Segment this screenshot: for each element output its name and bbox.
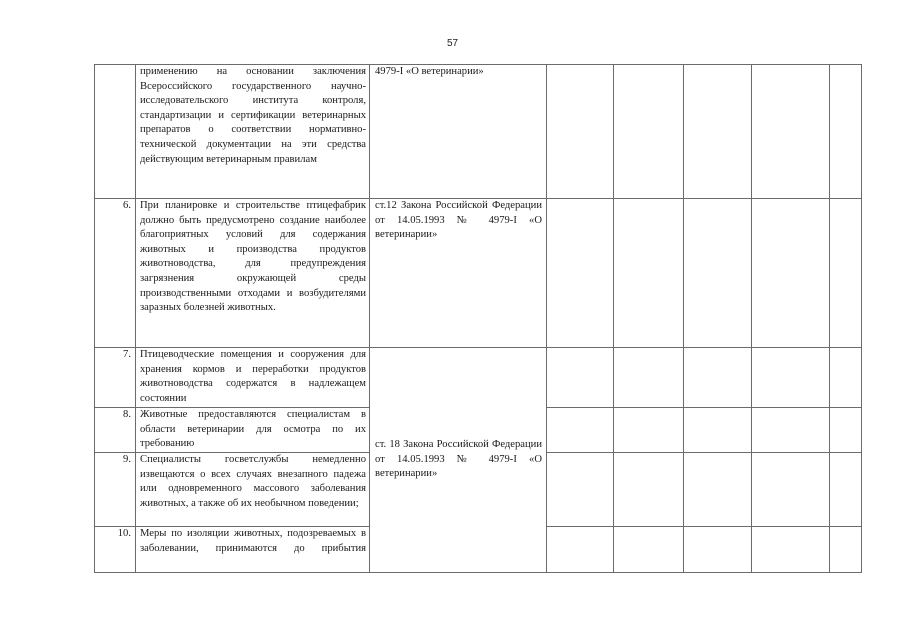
empty-cell: [547, 348, 614, 408]
empty-cell: [752, 408, 830, 453]
empty-cell: [684, 348, 752, 408]
requirement-text: применению на основании заключения Всероссийского государственного научно-исследовательского института контроля, стандартизации и сертификации ветеринарных препаратов о соответствии нормативно-технической документации на эти средства действующим ветеринарным правилам: [136, 65, 370, 199]
page-number: 57: [446, 38, 459, 49]
empty-cell: [614, 408, 684, 453]
empty-cell: [752, 527, 830, 573]
checklist-table: [94, 64, 862, 573]
empty-cell: [830, 527, 862, 573]
empty-cell: [684, 527, 752, 573]
requirement-text: Меры по изоляции животных, подозреваемых в заболевании, принимаются до прибытия: [136, 527, 370, 573]
row-number: [95, 65, 136, 199]
empty-cell: [684, 408, 752, 453]
requirement-text: Животные предоставляются специалистам в области ветеринарии для осмотра по их требованию: [136, 408, 370, 453]
row-number: 8.: [95, 408, 136, 453]
table-row: [95, 199, 862, 348]
empty-cell: [830, 65, 862, 199]
empty-cell: [830, 408, 862, 453]
empty-cell: [547, 453, 614, 527]
legal-reference: 4979-I «О ветеринарии»: [370, 65, 547, 199]
legal-reference: ст.12 Закона Российской Федерации от 14.05.1993 № 4979-I «О ветеринарии»: [370, 199, 547, 348]
empty-cell: [614, 199, 684, 348]
empty-cell: [752, 348, 830, 408]
empty-cell: [684, 199, 752, 348]
empty-cell: [614, 527, 684, 573]
requirement-text: Специалисты госветслужбы немедленно извещаются о всех случаях внезапного падежа или одновременного массового заболевания животных, а также об их необычном поведении;: [136, 453, 370, 527]
empty-cell: [752, 199, 830, 348]
empty-cell: [614, 65, 684, 199]
table-row: [95, 348, 862, 408]
legal-reference-merged: ст. 18 Закона Российской Федерации от 14.05.1993 № 4979-I «О ветеринарии»: [370, 348, 547, 573]
empty-cell: [830, 348, 862, 408]
empty-cell: [684, 453, 752, 527]
empty-cell: [547, 408, 614, 453]
row-number: 10.: [95, 527, 136, 573]
empty-cell: [614, 453, 684, 527]
row-number: 7.: [95, 348, 136, 408]
empty-cell: [547, 199, 614, 348]
requirement-text: При планировке и строительстве птицефабрик должно быть предусмотрено создание наиболее благоприятных условий для содержания животных и производства продуктов животноводства, для предупреждения загрязнения окружающей среды производственными отходами и возбудителями заразных болезней животных.: [136, 199, 370, 348]
empty-cell: [830, 453, 862, 527]
empty-cell: [547, 527, 614, 573]
empty-cell: [547, 65, 614, 199]
row-number: 6.: [95, 199, 136, 348]
empty-cell: [614, 348, 684, 408]
empty-cell: [752, 453, 830, 527]
empty-cell: [830, 199, 862, 348]
empty-cell: [684, 65, 752, 199]
table-row: [95, 65, 862, 199]
row-number: 9.: [95, 453, 136, 527]
empty-cell: [752, 65, 830, 199]
requirement-text: Птицеводческие помещения и сооружения для хранения кормов и переработки продуктов животноводства содержатся в надлежащем состоянии: [136, 348, 370, 408]
